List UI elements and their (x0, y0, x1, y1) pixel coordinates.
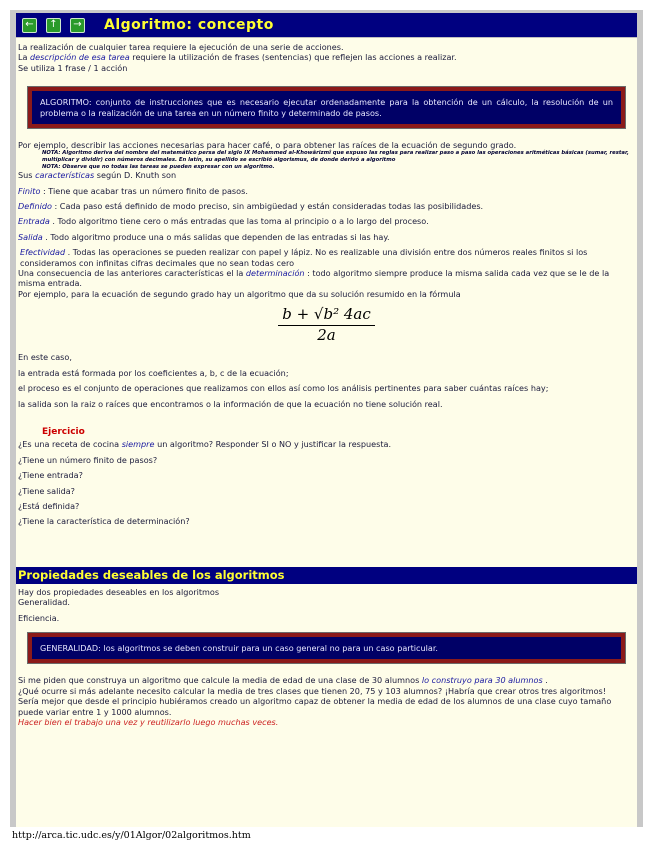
generality-para-4: Hacer bien el trabajo una vez y reutilizarlo luego muchas veces. (18, 717, 279, 727)
document-page (16, 13, 637, 827)
generality-para-2: ¿Qué ocurre si más adelante necesito calcular la media de tres clases que tienen 20, 75 y 103 alumnos? ¡Habría que crear otros tres algoritmos! (18, 685, 606, 696)
case-proceso: el proceso es el conjunto de operaciones que realizamos con ellos así como los análisis pertinentes para saber cuántas raíces hay; (18, 383, 549, 394)
exercise-q0-b: un algoritmo? Responder SI o NO y justificar la respuesta. (154, 439, 392, 450)
case-entrada: la entrada está formada por los coeficientes a, b, c de la ecuación; (18, 367, 289, 378)
char-consec-b: : todo algoritmo siempre produce la misma salida cada vez que se le de la misma entrada. (18, 268, 610, 289)
properties-intro: Hay dos propiedades deseables en los algoritmos (18, 586, 220, 597)
generality-para-1 (18, 675, 635, 685)
characteristics-intro-b: según D. Knuth son (94, 170, 177, 181)
intro-line-1: La realización de cualquier tarea requiere la ejecución de una serie de acciones. (18, 42, 344, 52)
ecuacion-text: Por ejemplo, para la ecuación de segundo grado hay un algoritmo que da su solución resumido en la fórmula (18, 288, 461, 299)
char-determinacion (18, 268, 635, 289)
intro-line-2-a: La (18, 52, 31, 63)
char-efectividad-text: . Todas las operaciones se pueden realizar con papel y lápiz. No es realizable una división entre dos números reales finitos si los consideramos con infinitas cifras decimales que no sean todas cero (20, 247, 588, 268)
char-salida (18, 232, 635, 242)
char-definido-text: : Cada paso está definido de modo preciso, sin ambigüedad y están consideradas todas las posibilidades. (51, 201, 484, 212)
char-finito-term: Finito (18, 185, 41, 196)
back-arrow-icon[interactable]: ← (22, 18, 37, 33)
char-finito-text: : Tiene que acabar tras un número finito de pasos. (40, 185, 248, 196)
formula-denominator: 2a (317, 326, 336, 345)
case-salida: la salida son la raiz o raíces que encontramos o la información de que la ecuación no tiene solución real. (18, 398, 443, 409)
intro-line-2 (18, 52, 635, 62)
exercise-q0 (18, 439, 635, 449)
note-etymology: NOTA: Algoritmo deriva del nombre del matemático persa del siglo IX Mohammed al-Khowârizmî que expuso las reglas para realizar paso a paso las operaciones aritméticas básicas (sumar, restar, multiplicar y dividir) con números decimales. En latín, su apellido se escribió algorismus, de donde derivó a algoritmo (42, 150, 629, 164)
up-arrow-icon[interactable]: ↑ (46, 18, 61, 33)
intro-line-2-em: descripción de esa tarea (30, 52, 130, 63)
generality-para-3: Sería mejor que desde el principio hubiéramos creado un algoritmo capaz de obtener la media de edad de los alumnos de una clase cuyo tamaño puede variar entre 1 y 1000 alumnos. (18, 696, 612, 717)
char-salida-term: Salida (18, 231, 43, 242)
exercise-q3: ¿Tiene salida? (18, 485, 75, 496)
generality-para-1-a: Si me piden que construya un algoritmo que calcule la media de edad de una clase de 30 alumnos (18, 675, 422, 686)
char-efectividad (20, 247, 635, 268)
exercise-title: Ejercicio (42, 426, 85, 437)
char-consec-a: Una consecuencia de las anteriores características el la (18, 268, 246, 279)
generality-para-1-em: lo construyo para 30 alumnos (421, 675, 543, 686)
char-finito (18, 186, 635, 196)
forward-arrow-icon[interactable]: → (70, 18, 85, 33)
exercise-q5: ¿Tiene la característica de determinación? (18, 516, 190, 527)
exercise-q4: ¿Está definida? (18, 500, 80, 511)
exercise-q0-a: ¿Es una receta de cocina (18, 439, 122, 450)
properties-section-title: Propiedades deseables de los algoritmos (16, 567, 637, 584)
char-entrada (18, 216, 635, 226)
char-definido (18, 201, 635, 211)
intro-line-3: Se utiliza 1 frase / 1 acción (18, 62, 128, 73)
char-entrada-term: Entrada (18, 216, 50, 227)
property-generality: Generalidad. (18, 597, 70, 608)
exercise-q0-em: siempre (121, 439, 155, 450)
char-consec-em: determinación (245, 268, 305, 279)
case-intro: En este caso, (18, 352, 72, 363)
intro-line-2-b: requiere la utilización de frases (sentencias) que reflejen las acciones a realizar. (129, 52, 457, 63)
title-bar (16, 13, 637, 38)
char-salida-text: . Todo algoritmo produce una o más salidas que dependen de las entradas si las hay. (42, 231, 390, 242)
property-efficiency: Eficiencia. (18, 612, 60, 623)
page-title: Algoritmo: concepto (104, 16, 274, 33)
formula-numerator: b + √b² 4ac (278, 305, 375, 326)
page-frame (10, 10, 643, 827)
exercise-q2: ¿Tiene entrada? (18, 470, 83, 481)
generality-box: GENERALIDAD: los algoritmos se deben construir para un caso general no para un caso particular. (28, 633, 625, 663)
characteristics-intro (18, 170, 635, 180)
algorithm-definition-box: ALGORITMO: conjunto de instrucciones que es necesario ejecutar ordenadamente para la obtención de un cálculo, la resolución de un problema o la realización de una tarea en un número finito y determinado de pasos. (28, 87, 625, 128)
char-definido-term: Definido (18, 201, 52, 212)
exercise-q1: ¿Tiene un número finito de pasos? (18, 454, 158, 465)
char-efectividad-term: Efectividad (20, 247, 66, 258)
source-url: http://arca.tic.udc.es/y/01Algor/02algoritmos.htm (12, 830, 251, 841)
characteristics-intro-em: características (35, 170, 95, 181)
generality-para-1-b: . (542, 675, 548, 686)
characteristics-intro-a: Sus (18, 170, 36, 181)
note-tasks: NOTA: Observe que no todas las tareas se pueden expresar con un algoritmo. (42, 163, 275, 170)
char-entrada-text: . Todo algoritmo tiene cero o más entradas que las toma al principio o a lo largo del proceso. (49, 216, 429, 227)
example-text: Por ejemplo, describir las acciones necesarias para hacer café, o para obtener las raíces de la ecuación de segundo grado. (18, 140, 517, 151)
quadratic-formula (16, 305, 637, 344)
